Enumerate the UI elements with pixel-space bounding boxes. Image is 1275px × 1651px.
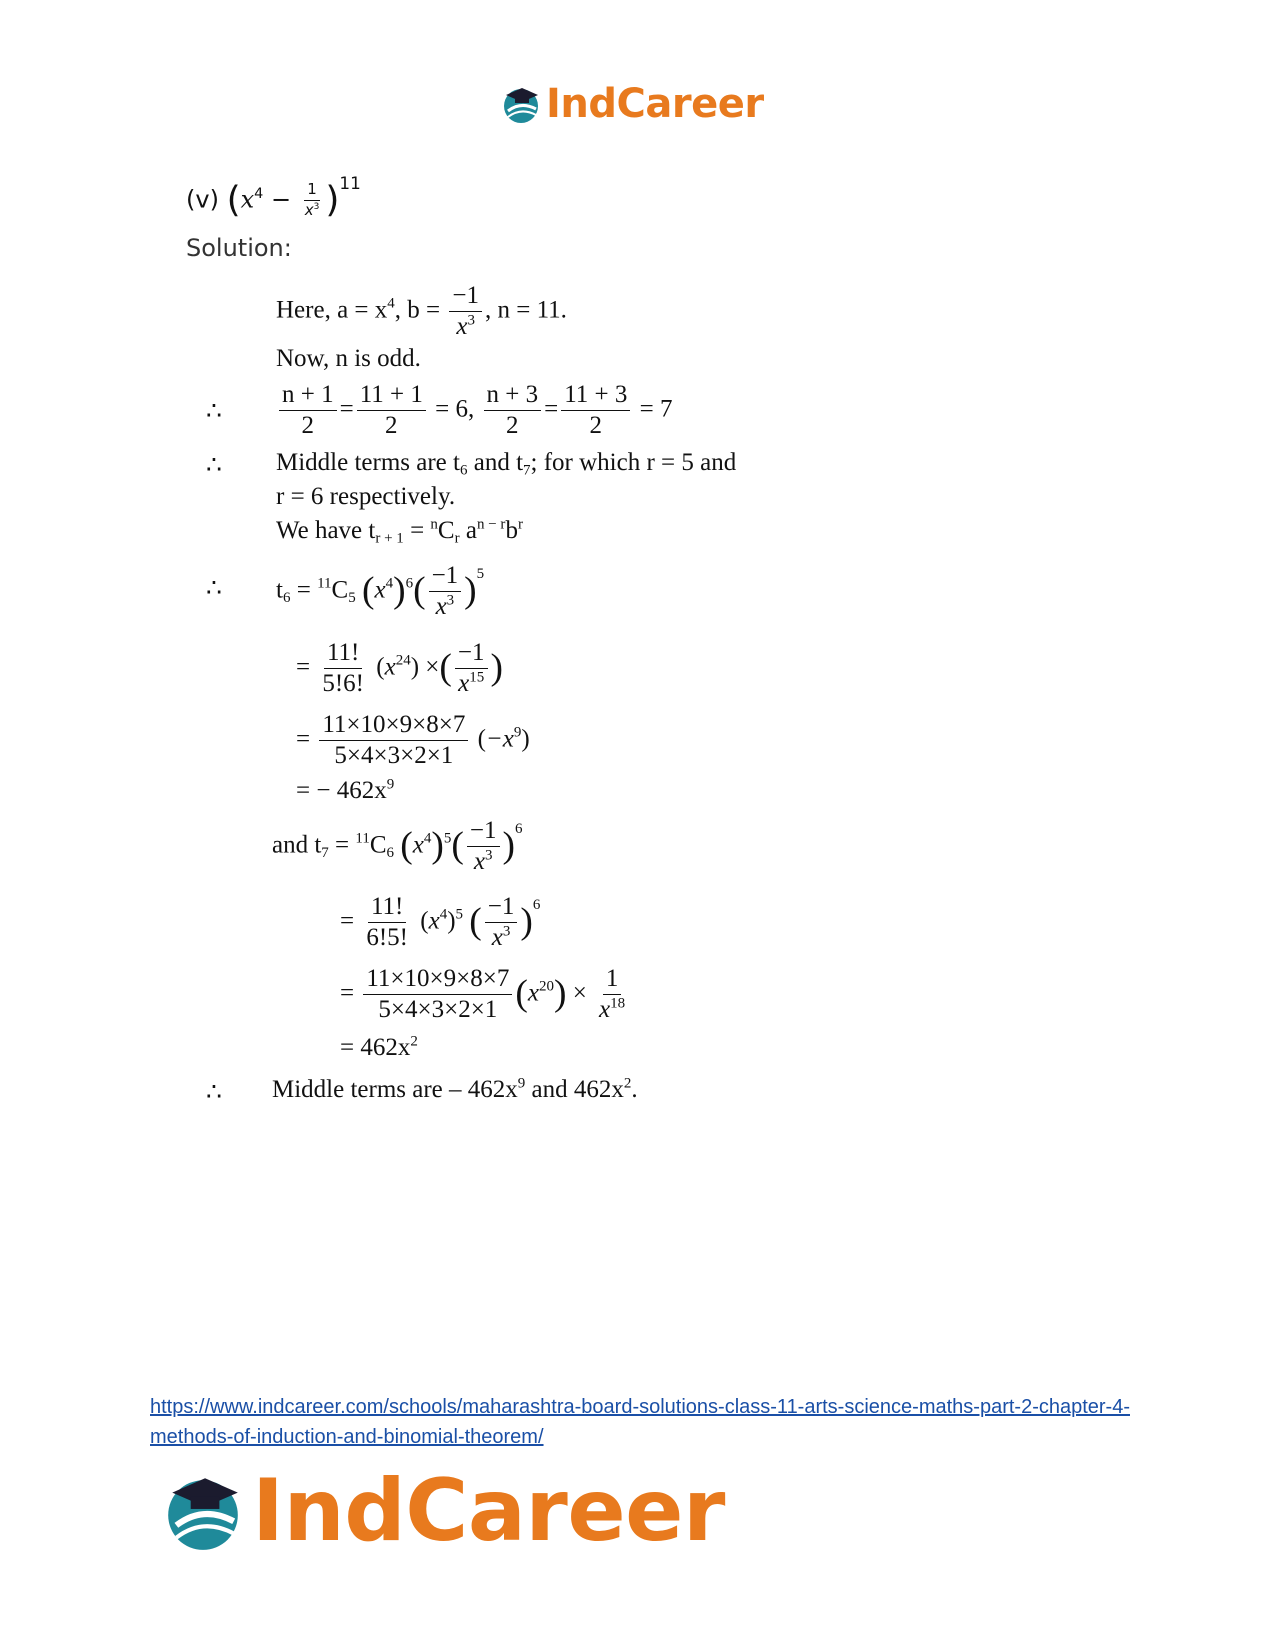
- t6-step-2: = $\frac{11\times 10\times 9\times 8\times 7}{5\times 4\times 3\times 2\times 1}$ $(-x^9)$: [296, 711, 530, 770]
- respectively-line: r = 6 respectively.: [276, 483, 456, 510]
- t6-definition: $t_6 = ^{11}C_5$ $(x^4)^6$( $\frac{-1}{x^3}$ )$^5$: [276, 562, 485, 621]
- final-answer: Middle terms are – $462x^9$ and $462x^2$.: [272, 1075, 638, 1103]
- n-odd-line: Now, n is odd.: [276, 345, 421, 372]
- therefore-symbol: ∴: [206, 398, 222, 425]
- header-logo: [500, 80, 764, 128]
- graduation-cap-globe-icon: [500, 83, 542, 125]
- t6-step-1: = $\frac{11!}{5!6!}$ $(x^{24})$ ×( $\frac{-1}{x^{15}}$ ): [296, 639, 503, 698]
- t7-step-2: = $\frac{11\times 10\times 9\times 8\times 7}{5\times 4\times 3\times 2\times 1}$ $(x^{20})$ × $\frac{1}{x^{18}}$: [340, 965, 626, 1024]
- middle-terms-line: Middle terms are $t_6$ and $t_7$; for which r = 5 and: [276, 449, 737, 479]
- brand-name: IndCareer: [252, 1461, 725, 1561]
- t7-definition: and $t_7 = ^{11}C_6$ $(x^4)^5$( $\frac{-1}{x^3}$ )$^6$: [272, 817, 523, 876]
- therefore-symbol: ∴: [206, 575, 222, 602]
- brand-name: IndCareer: [546, 81, 764, 127]
- therefore-symbol: ∴: [206, 452, 222, 479]
- source-link[interactable]: https://www.indcareer.com/schools/maharashtra-board-solutions-class-11-arts-science-maths-part-2-chapter-4-methods-of-induction-and-binomial-theorem/: [150, 1396, 1130, 1448]
- middle-index-calc: $\frac{n + 1}{2}$ = $\frac{11 + 1}{2}$ = 6, $\frac{n + 3}{2}$ = $\frac{11 + 3}{2}$ = 7: [276, 382, 673, 440]
- therefore-symbol: ∴: [206, 1079, 222, 1106]
- general-term-formula: We have $t_{r + 1} = ^nC_r$ $a^{n - r}b^r$: [276, 516, 523, 547]
- solution-label: Solution:: [186, 234, 292, 262]
- t6-result: = − $462x^9$: [296, 776, 395, 804]
- question-label: (v) ($x^4$ − $\frac{1}{x^3}$ )$^{11}$: [186, 172, 361, 221]
- graduation-cap-globe-icon: [160, 1468, 246, 1554]
- given-values: Here, $a = x^4$, b = $\frac{-1}{x^3}$ , n = 11.: [276, 282, 567, 341]
- t7-step-1: = $\frac{11!}{6!5!}$ $(x^4)^5$ ( $\frac{-1}{x^3}$ )$^6$: [340, 893, 541, 952]
- t7-result: = $462x^2$: [340, 1033, 418, 1061]
- footer-logo: [160, 1461, 725, 1561]
